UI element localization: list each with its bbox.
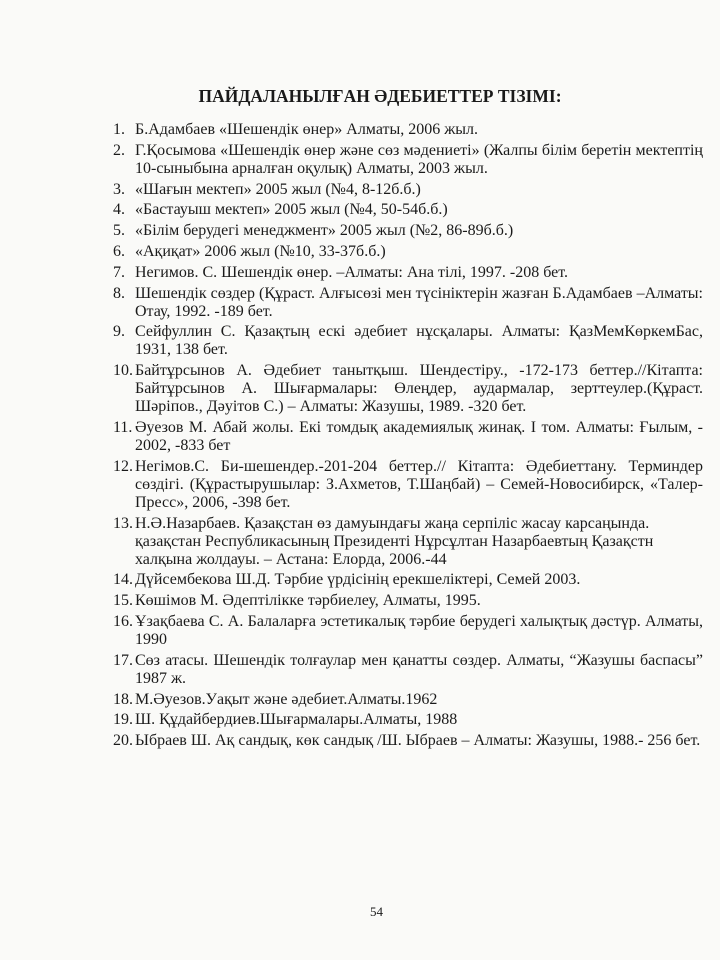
bibliography-entry: [113, 732, 703, 750]
entry-number: 15.: [113, 592, 133, 610]
entry-number: 7.: [113, 263, 125, 281]
bibliography-entry: [113, 181, 703, 199]
entry-text: Сөз атасы. Шешендік толғаулар мен қанатты сөздер. Алматы, “Жазушы баспасы” 1987 ж.: [135, 651, 703, 687]
entry-number: 3.: [113, 180, 125, 198]
entry-text: Негімов.С. Би-шешендер.-201-204 беттер.// Кітапта: Әдебиеттану. Терминдер сөздігі. (Құрастырушылар: З.Ахметов, Т.Шаңбай) – Семей-Новосибирск, «Талер-Пресс», 2006, -398 бет.: [135, 457, 703, 511]
entry-number: 6.: [113, 242, 125, 260]
entry-number: 12.: [113, 457, 133, 475]
bibliography-entry: [113, 243, 703, 261]
entry-text: «Бастауыш мектеп» 2005 жыл (№4, 50-54б.б.): [135, 201, 448, 219]
bibliography-entry: [113, 201, 703, 219]
entry-number: 11.: [113, 418, 133, 436]
entry-text: «Шағын мектеп» 2005 жыл (№4, 8-12б.б.): [135, 180, 421, 198]
entry-text: Байтұрсынов А. Әдебиет танытқыш. Шендестіру., -172-173 беттер.//Кітапта: Байтұрсынов А. Шығармалары: Өлеңдер, аудармалар, зерттеулер.(Құраст. Шәріпов., Дәуітов С.) – Алматы: Жазушы, 1989. -320 бет.: [135, 362, 703, 416]
bibliography-entry: [113, 515, 703, 569]
page-number: 54: [370, 904, 383, 919]
entry-number: 18.: [113, 690, 133, 708]
bibliography-entry: [113, 362, 703, 416]
entry-text: «Білім берудегі менеджмент» 2005 жыл (№2, 86-89б.б.): [135, 222, 514, 240]
bibliography-entry: [113, 571, 703, 589]
entry-text: Г.Қосымова «Шешендік өнер және сөз мәдениеті» (Жалпы білім беретін мектептің 10-сыныбына арналған оқулық) Алматы, 2003 жыл.: [135, 141, 703, 177]
entry-text: Ұзақбаева С. А. Балаларға эстетикалық тәрбие берудегі халықтық дәстүр. Алматы, 1990: [135, 612, 703, 648]
entry-text: Ыбраев Ш. Ақ сандық, көк сандық /Ш. Ыбраев – Алматы: Жазушы, 1988.- 256 бет.: [135, 732, 701, 750]
bibliography-entry: [113, 323, 703, 359]
entry-text: Көшімов М. Әдептілікке тәрбиелеу, Алматы, 1995.: [135, 592, 481, 610]
entry-text: Б.Адамбаев «Шешендік өнер» Алматы, 2006 жыл.: [135, 121, 479, 138]
entry-number: 5.: [113, 222, 125, 240]
bibliography-entry: [113, 142, 703, 178]
bibliography-entry: [113, 691, 703, 709]
bibliography-entry: [113, 264, 703, 282]
entry-number: 4.: [113, 201, 125, 219]
page-title: ПАЙДАЛАНЫЛҒАН ӘДЕБИЕТТЕР ТІЗІМІ:: [198, 86, 562, 106]
bibliography-entry: [113, 613, 703, 649]
entry-number: 2.: [113, 141, 125, 159]
entry-text: «Ақиқат» 2006 жыл (№10, 33-37б.б.): [135, 242, 386, 260]
bibliography-entry: [113, 285, 703, 321]
entry-number: 13.: [113, 514, 133, 532]
entry-text: Әуезов М. Абай жолы. Екі томдық академиялық жинақ. І том. Алматы: Ғылым, - 2002, -833 бет: [135, 418, 703, 454]
bibliography-entry: [113, 652, 703, 688]
entry-number: 16.: [113, 612, 133, 630]
bibliography-list: [113, 121, 703, 753]
bibliography-entry: [113, 419, 703, 455]
bibliography-entry: [113, 711, 703, 729]
entry-text: Негимов. С. Шешендік өнер. –Алматы: Ана тілі, 1997. -208 бет.: [135, 263, 569, 281]
bibliography-entry: [113, 222, 703, 240]
bibliography-entry: [113, 458, 703, 512]
bibliography-entry: [113, 592, 703, 610]
entry-number: 1.: [113, 121, 125, 138]
entry-number: 17.: [113, 651, 133, 669]
entry-number: 19.: [113, 711, 133, 729]
entry-number: 14.: [113, 571, 133, 589]
bibliography-entry: [113, 121, 703, 139]
entry-number: 9.: [113, 323, 125, 341]
entry-text: Ш. Құдайбердиев.Шығармалары.Алматы, 1988: [135, 711, 458, 729]
entry-text: М.Әуезов.Уақыт және әдебиет.Алматы.1962: [135, 690, 438, 708]
entry-text: Шешендік сөздер (Құраст. Алғысөзі мен түсініктерін жазған Б.Адамбаев –Алматы: Отау, 1992. -189 бет.: [135, 284, 703, 320]
entry-number: 10.: [113, 362, 133, 380]
entry-number: 8.: [113, 284, 125, 302]
entry-text: Н.Ә.Назарбаев. Қазақстан өз дамуындағы жаңа серпіліс жасау карсаңында. қазақстан Республикасының Президенті Нұрсұлтан Назарбаевтың Қазақстн халқына жолдауы. – Астана: Елорда, 2006.-44: [135, 514, 654, 568]
entry-number: 20.: [113, 732, 133, 750]
entry-text: Сейфуллин С. Қазақтың ескі әдебиет нұсқалары. Алматы: ҚазМемКөркемБас, 1931, 138 бет.: [135, 323, 703, 359]
entry-text: Дүйсембекова Ш.Д. Тәрбие үрдісінің ерекшеліктері, Семей 2003.: [135, 571, 581, 589]
